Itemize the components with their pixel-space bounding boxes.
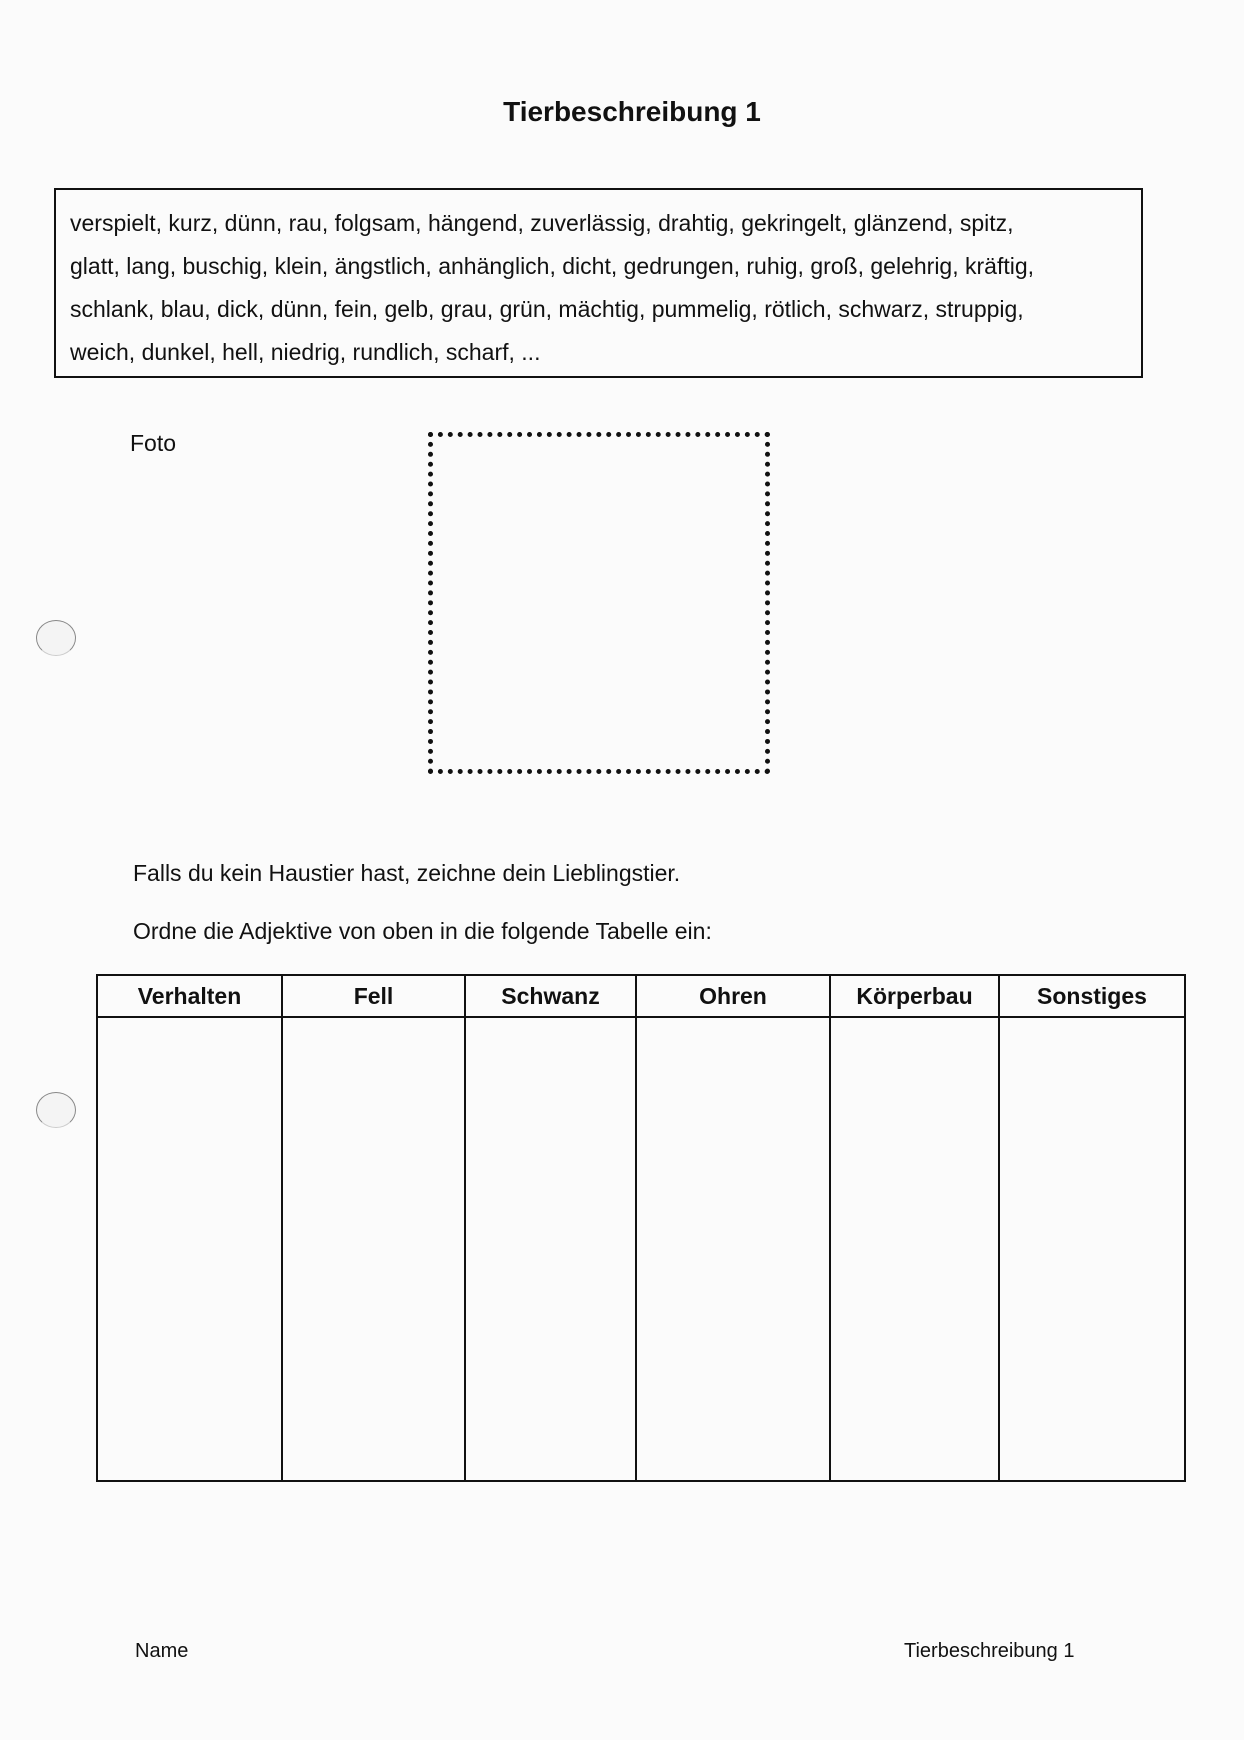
- punch-hole-bottom: [36, 1092, 76, 1128]
- instruction-draw: Falls du kein Haustier hast, zeichne dein Lieblingstier.: [133, 860, 681, 886]
- photo-frame: [428, 432, 770, 774]
- punch-hole-top: [36, 620, 76, 656]
- page-title: Tierbeschreibung 1: [503, 96, 761, 127]
- adjective-table: [96, 974, 1186, 1482]
- footer-page-title: Tierbeschreibung 1: [904, 1640, 1075, 1662]
- word-line: weich, dunkel, hell, niedrig, rundlich, scharf, ...: [70, 339, 541, 365]
- cell-koerperbau[interactable]: [830, 1017, 999, 1481]
- cell-verhalten[interactable]: [97, 1017, 282, 1481]
- table-row: [97, 1017, 1185, 1481]
- word-line: schlank, blau, dick, dünn, fein, gelb, grau, grün, mächtig, pummelig, rötlich, schwarz, struppig,: [70, 296, 1024, 322]
- header-ohren: Ohren: [636, 975, 830, 1017]
- adjective-word-box: [54, 188, 1143, 378]
- word-line: glatt, lang, buschig, klein, ängstlich, anhänglich, dicht, gedrungen, ruhig, groß, gelehrig, kräftig,: [70, 253, 1035, 279]
- header-verhalten: Verhalten: [97, 975, 282, 1017]
- cell-ohren[interactable]: [636, 1017, 830, 1481]
- header-sonstiges: Sonstiges: [999, 975, 1185, 1017]
- footer-name-label: Name: [135, 1640, 189, 1662]
- word-line: verspielt, kurz, dünn, rau, folgsam, hängend, zuverlässig, drahtig, gekringelt, glänzend, spitz,: [70, 210, 1014, 236]
- photo-label: Foto: [130, 430, 177, 456]
- header-schwanz: Schwanz: [465, 975, 636, 1017]
- header-fell: Fell: [282, 975, 465, 1017]
- cell-sonstiges[interactable]: [999, 1017, 1185, 1481]
- cell-fell[interactable]: [282, 1017, 465, 1481]
- header-koerperbau: Körperbau: [830, 975, 999, 1017]
- instruction-sort: Ordne die Adjektive von oben in die folgende Tabelle ein:: [133, 918, 712, 944]
- table-header-row: [97, 975, 1185, 1017]
- cell-schwanz[interactable]: [465, 1017, 636, 1481]
